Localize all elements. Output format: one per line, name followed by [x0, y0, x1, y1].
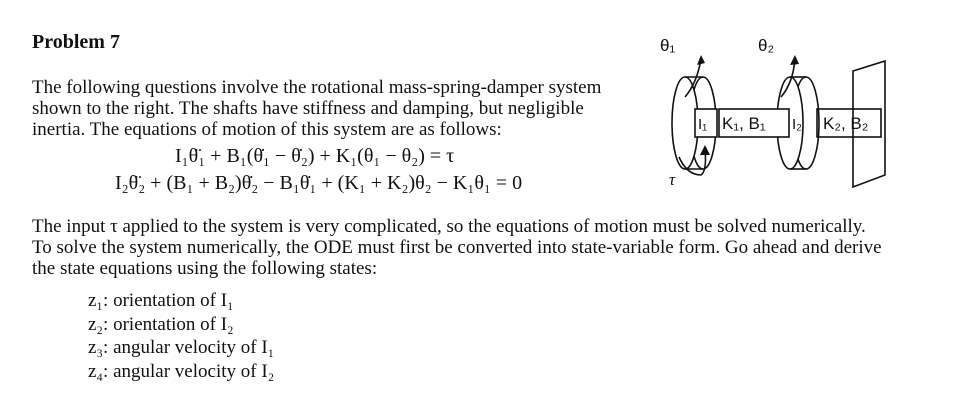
intro-line: The following questions involve the rotational mass-spring-damper system — [32, 77, 602, 98]
mass-spring-damper-diagram — [655, 25, 975, 200]
state-item: z₃: angular velocity of I₁ — [88, 337, 275, 358]
shaft-k2b2-label: K₂, B₂ — [823, 114, 869, 133]
state-item: z₁: orientation of I₁ — [88, 290, 234, 311]
theta2-label: θ₂ — [758, 36, 775, 55]
body-line: the state equations using the following states: — [32, 258, 378, 279]
body-line: To solve the system numerically, the ODE must first be converted into state-variable form. Go ahead and derive — [32, 237, 882, 258]
body-line: The input τ applied to the system is very complicated, so the equations of motion must be solved numerically. — [32, 216, 866, 237]
equation-1: I₁θ̈₁ + B₁(θ̇₁ − θ̇₂) + K₁(θ₁ − θ₂) = τ — [175, 145, 455, 167]
intro-line: inertia. The equations of motion of this system are as follows: — [32, 119, 502, 140]
theta1-label: θ₁ — [660, 36, 676, 55]
inertia-i2-label: I₂ — [792, 116, 802, 133]
body-paragraph — [32, 216, 882, 279]
disk-i1-front — [672, 77, 698, 169]
equation-2: I₂θ̈₂ + (B₁ + B₂)θ̇₂ − B₁θ̇₁ + (K₁ + K₂)θ₂ − K₁θ₁ = 0 — [115, 172, 523, 194]
problem-title: Problem 7 — [32, 31, 120, 53]
shaft-k1b1-label: K₁, B₁ — [722, 114, 766, 133]
inertia-i1-label: I₁ — [698, 116, 708, 133]
state-list — [88, 289, 274, 383]
torque-tau-label: τ — [669, 170, 676, 189]
intro-line: shown to the right. The shafts have stiffness and damping, but negligible — [32, 98, 584, 119]
intro-paragraph — [32, 77, 601, 140]
state-item: z₂: orientation of I₂ — [88, 313, 234, 335]
state-item: z₄: angular velocity of I₂ — [88, 360, 275, 382]
